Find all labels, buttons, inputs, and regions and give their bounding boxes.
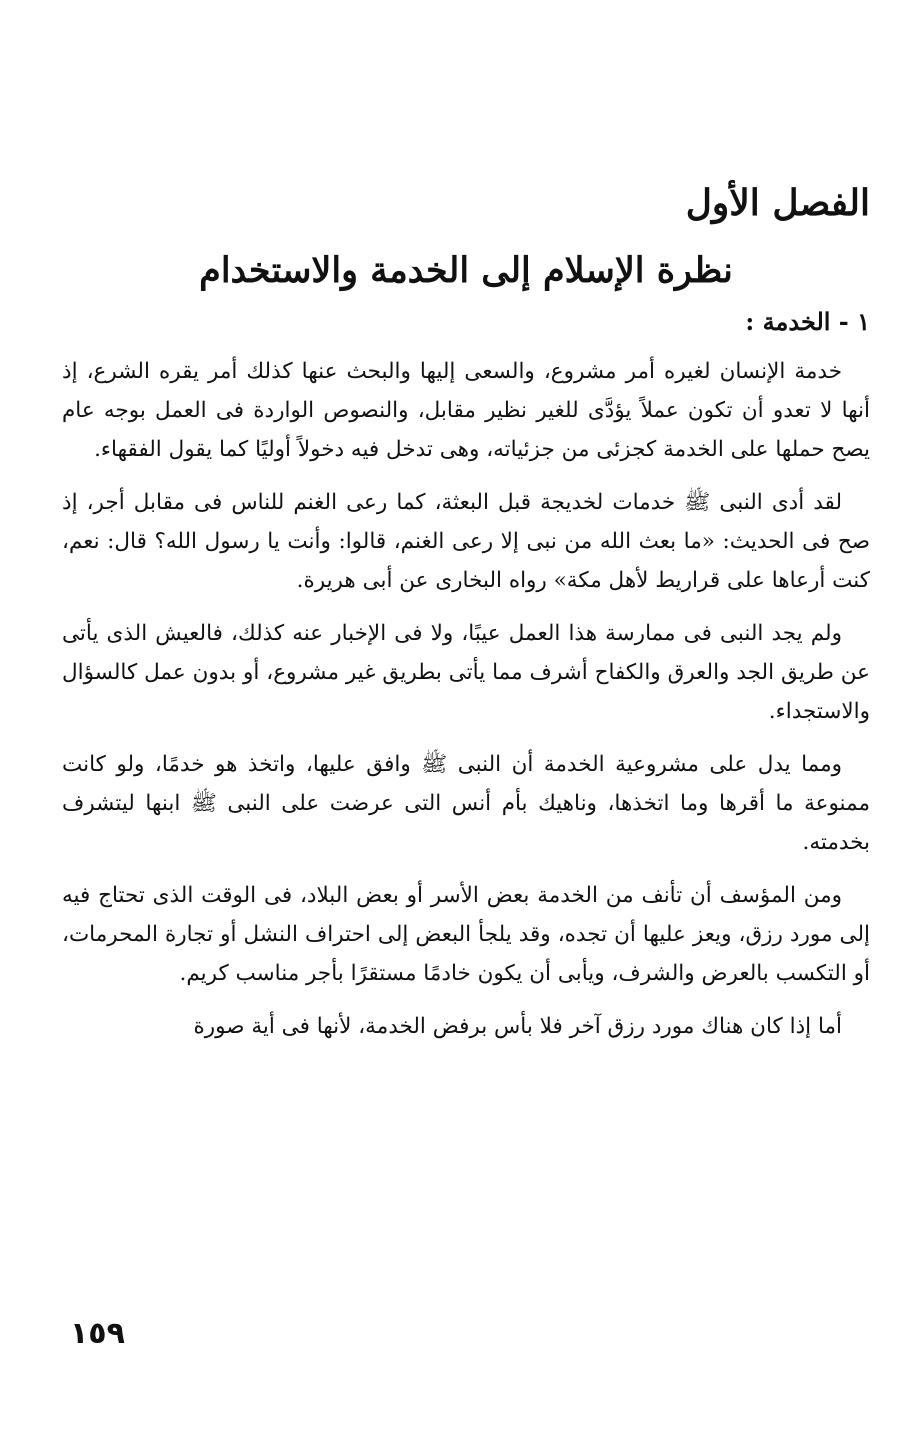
paragraph: أما إذا كان هناك مورد رزق آخر فلا بأس برفض الخدمة، لأنها فى أية صورة [193, 1014, 842, 1039]
paragraph: خدمة الإنسان لغيره أمر مشروع، والسعى إليها والبحث عنها كذلك أمر يقره الشرع، إذ أنها لا تعدو أن تكون عملاً يؤدَّى للغير نظير مقابل، والنصوص الواردة فى العمل بوجه عام يصح حملها على الخدمة كجزئى من جزئياته، وهى تدخل فيه دخولاً أوليًا كما يقول الفقهاء. [62, 359, 870, 462]
paragraph: ولم يجد النبى فى ممارسة هذا العمل عيبًا، ولا فى الإخبار عنه كذلك، فالعيش الذى يأتى عن طريق الجد والعرق والكفاح أشرف مما يأتى بطريق غير مشروع، أو بدون عمل كالسؤال والاستجداء. [62, 621, 870, 724]
section-heading: ١ - الخدمة : [745, 307, 870, 336]
page-number: ١٥٩ [70, 1316, 125, 1351]
paragraph: لقد أدى النبى ﷺ خدمات لخديجة قبل البعثة، كما رعى الغنم للناس فى مقابل أجر، إذ صح فى الحديث: «ما بعث الله من نبى إلا رعى الغنم، قالوا: وأنت يا رسول الله؟ قال: نعم، كنت أرعاها على قراريط لأهل مكة» رواه البخارى عن أبى هريرة. [62, 490, 870, 593]
paragraph: ومن المؤسف أن تأنف من الخدمة بعض الأسر أو بعض البلاد، فى الوقت الذى تحتاج فيه إلى مورد رزق، ويعز عليها أن تجده، وقد يلجأ البعض إلى احتراف النشل أو تجارة المحرمات، أو التكسب بالعرض والشرف، ويأبى أن يكون خادمًا مستقرًا بأجر مناسب كريم. [62, 883, 870, 986]
chapter-title: الفصل الأول [685, 182, 870, 224]
paragraph: ومما يدل على مشروعية الخدمة أن النبى ﷺ وافق عليها، واتخذ هو خدمًا، ولو كانت ممنوعة ما أقرها وما اتخذها، وناهيك بأم أنس التى عرضت على النبى ﷺ ابنها ليتشرف بخدمته. [62, 752, 870, 855]
page-content [62, 170, 870, 1046]
chapter-subtitle: نظرة الإسلام إلى الخدمة والاستخدام [199, 250, 733, 291]
